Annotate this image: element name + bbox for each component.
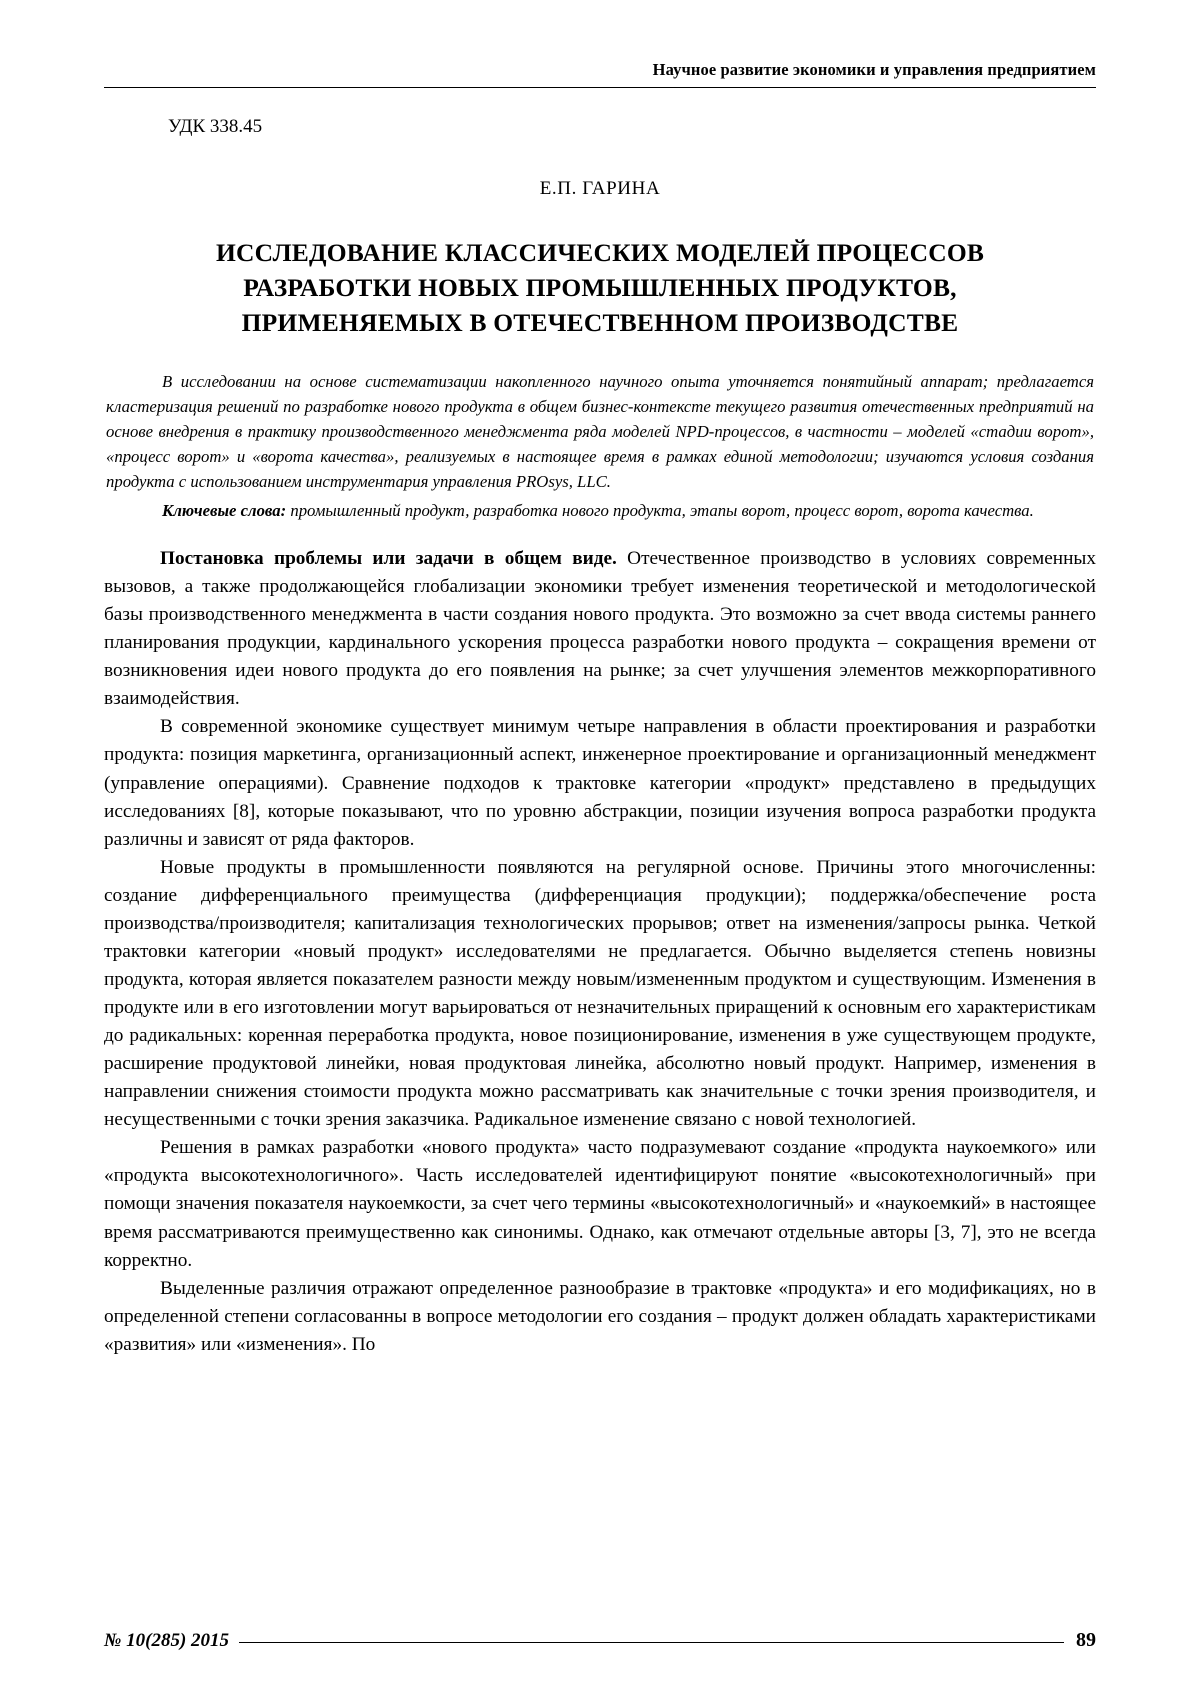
article-body xyxy=(104,545,1096,1359)
paragraph-1 xyxy=(104,545,1096,713)
paragraph-1-text: Отечественное производство в условиях современных вызовов, а также продолжающейся глобализации экономики требует изменения теоретической и методологической базы производственного менеджмента в части создания нового продукта. Это возможно за счет ввода системы раннего планирования продукции, кардинального ускорения процесса разработки нового продукта – сокращения времени от возникновения идеи нового продукта до его появления на рынке; за счет улучшения элементов межкорпоративного взаимодействия. xyxy=(104,548,1096,710)
paragraph-3: Новые продукты в промышленности появляются на регулярной основе. Причины этого многочисленны: создание дифференциального преимущества (дифференциация продукции); поддержка/обеспечение роста производства/производителя; капитализация технологических прорывов; ответ на изменения/запросы рынка. Четкой трактовки категории «новый продукт» исследователями не предлагается. Обычно выделяется степень новизны продукта, которая является показателем разности между новым/измененным продуктом и существующим. Изменения в продукте или в его изготовлении могут варьироваться от незначительных приращений к основным его характеристикам до радикальных: коренная переработка продукта, новое позиционирование, изменения в уже существующем продукте, расширение продуктовой линейки, новая продуктовая линейка, абсолютно новый продукт. Например, изменения в направлении снижения стоимости продукта можно рассматривать как значительные с точки зрения производителя, и несущественными с точки зрения заказчика. Радикальное изменение связано с новой технологией. xyxy=(104,856,1096,1131)
keywords xyxy=(104,498,1096,523)
issue-number: № 10(285) 2015 xyxy=(104,1629,230,1651)
paragraph-5: Выделенные различия отражают определенное разнообразие в трактовке «продукта» и его модификациях, но в определенной степени согласованны в вопросе методологии его создания – продукт должен обладать характеристиками «развития» или «изменения». По xyxy=(104,1277,1096,1355)
keywords-label: Ключевые слова: xyxy=(162,501,287,520)
author-name: Е.П. ГАРИНА xyxy=(539,178,661,199)
abstract-text: В исследовании на основе систематизации накопленного научного опыта уточняется понятийный аппарат; предлагается кластеризация решений по разработке нового продукта в общем бизнес-контексте текущего развития отечественных предприятий на основе внедрения в практику производственного менеджмента ряда моделей NPD-процессов, в частности – моделей «стадии ворот», «процесс ворот» и «ворота качества», реализуемых в настоящее время в рамках единой методологии; изучаются условия создания продукта с использованием инструментария управления PROsys, LLC. xyxy=(106,371,1094,491)
footer-rule xyxy=(239,1642,1064,1643)
running-head: Научное развитие экономики и управления предприятием xyxy=(104,60,1096,88)
abstract xyxy=(104,369,1096,494)
page-title: ИССЛЕДОВАНИЕ КЛАССИЧЕСКИХ МОДЕЛЕЙ ПРОЦЕССОВ РАЗРАБОТКИ НОВЫХ ПРОМЫШЛЕННЫХ ПРОДУКТОВ, ПРИМЕНЯЕМЫХ В ОТЕЧЕСТВЕННОМ ПРОИЗВОДСТВЕ xyxy=(215,238,985,337)
page-footer xyxy=(104,1629,1096,1652)
paragraph-2: В современной экономике существует минимум четыре направления в области проектирования и разработки продукта: позиция маркетинга, организационный аспект, инженерное проектирование и организационный менеджмент (управление операциями). Сравнение подходов к трактовке категории «продукт» представлено в предыдущих исследованиях [8], которые показывают, что по уровню абстракции, позиции изучения вопроса разработки продукта различны и зависят от ряда факторов. xyxy=(104,716,1096,850)
udc-code: УДК 338.45 xyxy=(168,116,263,137)
paragraph-4: Решения в рамках разработки «нового продукта» часто подразумевают создание «продукта наукоемкого» или «продукта высокотехнологичного». Часть исследователей идентифицируют понятие «высокотехнологичный» при помощи значения показателя наукоемкости, за счет чего термины «высокотехнологичный» и «наукоемкий» в настоящее время рассматриваются преимущественно как синонимы. Однако, как отмечают отдельные авторы [3, 7], это не всегда корректно. xyxy=(104,1137,1096,1271)
page-number: 89 xyxy=(1076,1629,1096,1651)
paragraph-1-lead: Постановка проблемы или задачи в общем виде. xyxy=(160,548,617,570)
keywords-text: промышленный продукт, разработка нового продукта, этапы ворот, процесс ворот, ворота качества. xyxy=(286,501,1034,520)
